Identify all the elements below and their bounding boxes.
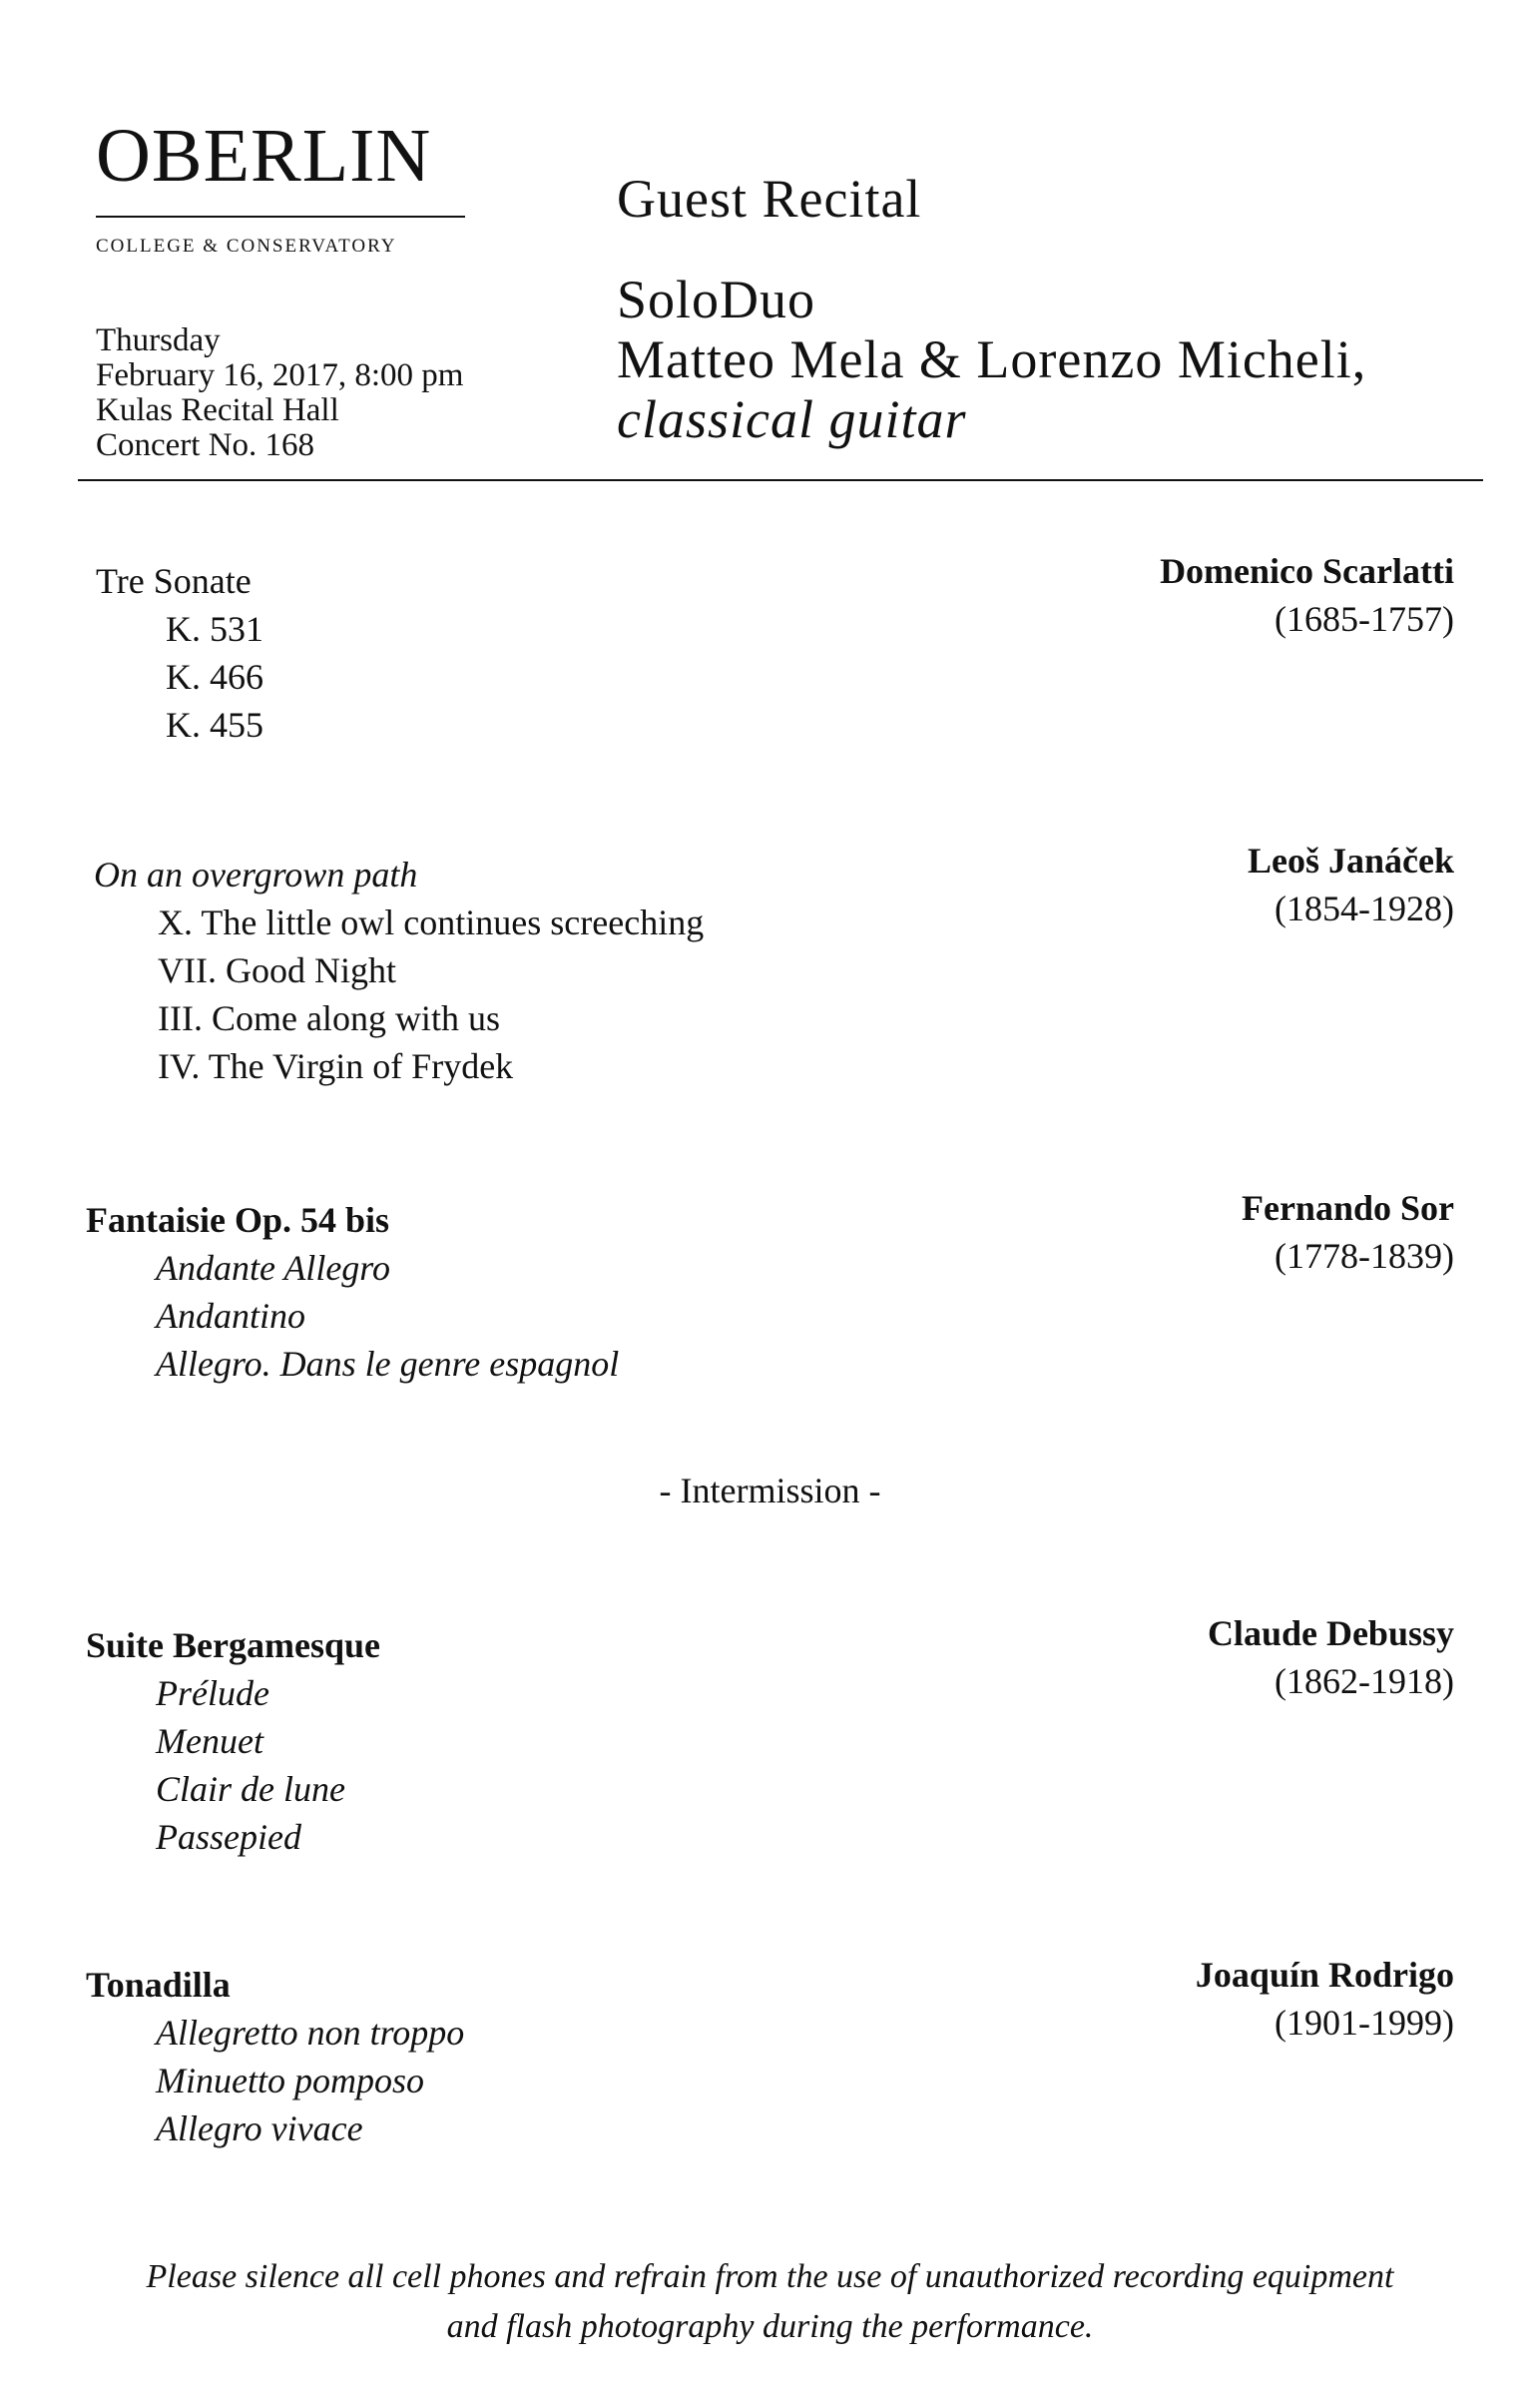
notice-line: Please silence all cell phones and refrain from the use of unauthorized recording equipment [146,2258,1394,2295]
composer-dates: (1854-1928) [1275,889,1454,928]
composer-block [1242,1184,1454,1280]
concert-info [96,323,463,463]
work-title: Tonadilla [86,1965,231,2005]
movement: Passepied [156,1817,301,1857]
movement: Menuet [156,1721,263,1761]
movement: Prélude [156,1673,269,1713]
audience-notice [80,2252,1460,2352]
composer-dates: (1685-1757) [1275,599,1454,639]
concert-date-time: February 16, 2017, 8:00 pm [96,357,464,393]
program-work [86,1961,464,2152]
ensemble-block [617,270,1366,449]
intermission: - Intermission - [659,1471,881,1510]
concert-venue: Kulas Recital Hall [96,392,339,428]
ensemble-name: SoloDuo [617,270,816,329]
work-title: Suite Bergamesque [86,1625,380,1665]
performers: Matteo Mela & Lorenzo Micheli, [617,329,1367,389]
concert-day: Thursday [96,322,221,358]
movement: K. 531 [166,609,263,649]
concert-number: Concert No. 168 [96,427,315,463]
movement: VII. Good Night [158,950,396,990]
recital-title: Guest Recital [617,169,922,229]
movement: IV. The Virgin of Frydek [158,1046,514,1086]
work-title: On an overgrown path [94,855,418,895]
movement-list [86,1244,619,1388]
header-divider [78,479,1483,481]
movement: K. 455 [166,705,263,745]
movement: Andantino [156,1296,305,1336]
movement-list [94,898,704,1090]
work-title: Tre Sonate [96,561,252,601]
movement: Andante Allegro [156,1248,390,1288]
movement: K. 466 [166,657,263,697]
composer-block [1208,1609,1454,1705]
oberlin-logo: OBERLIN [96,114,432,198]
logo-subtitle: COLLEGE & CONSERVATORY [96,236,397,257]
movement: X. The little owl continues screeching [158,902,705,942]
composer-dates: (1862-1918) [1275,1661,1454,1701]
composer-name: Claude Debussy [1207,1613,1454,1653]
movement: Clair de lune [156,1769,345,1809]
movement: III. Come along with us [158,998,500,1038]
movement-list [86,2009,464,2152]
composer-block [1248,837,1454,932]
logo-divider [96,216,465,218]
notice-line: and flash photography during the performance. [446,2308,1094,2345]
movement: Minuetto pomposo [156,2061,424,2100]
program-work [94,851,704,1090]
movement-list [96,605,263,749]
movement: Allegro vivace [156,2108,363,2148]
program-work [86,1621,380,1861]
composer-block [1160,547,1454,643]
composer-name: Fernando Sor [1241,1188,1454,1228]
program-work [86,1196,619,1388]
composer-name: Leoš Janáček [1248,841,1454,881]
program-work [96,557,263,749]
movement: Allegro. Dans le genre espagnol [156,1344,620,1384]
work-title: Fantaisie Op. 54 bis [86,1200,390,1240]
movement-list [86,1669,380,1861]
composer-dates: (1778-1839) [1275,1236,1454,1276]
instrument: classical guitar [617,389,967,449]
composer-name: Domenico Scarlatti [1160,551,1454,591]
composer-dates: (1901-1999) [1275,2003,1454,2043]
composer-block [1196,1951,1454,2047]
composer-name: Joaquín Rodrigo [1195,1955,1454,1995]
movement: Allegretto non troppo [156,2013,465,2053]
